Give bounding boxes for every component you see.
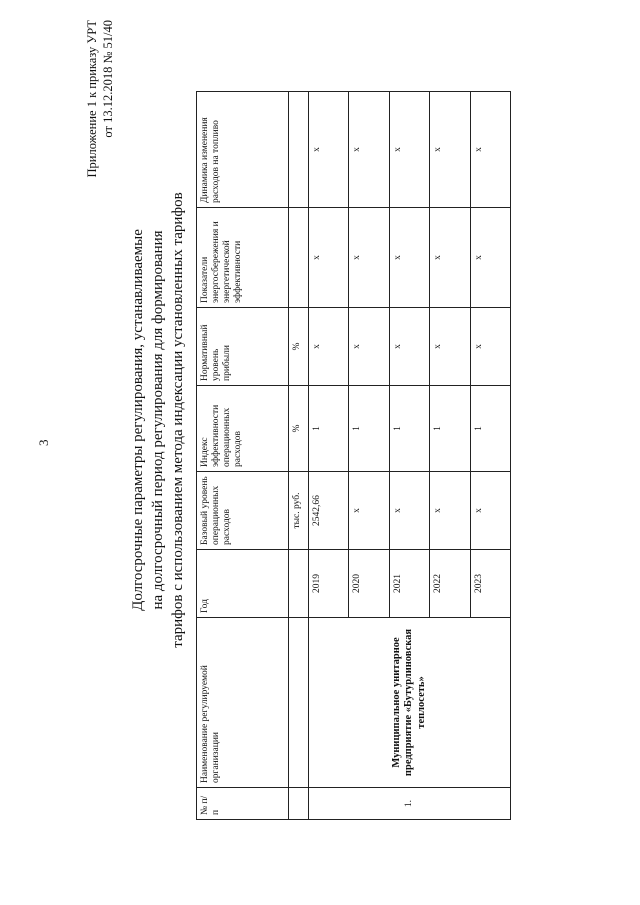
table-row <box>309 92 349 820</box>
header-fuel-dynamics: Динамика изменения расходов на топливо <box>197 92 289 208</box>
fuel-cell: х <box>349 92 389 208</box>
profit-cell: х <box>349 308 389 386</box>
fuel-cell: х <box>309 92 349 208</box>
year-cell: 2019 <box>309 550 349 618</box>
profit-cell: х <box>309 308 349 386</box>
header-profit-level: Нормативный уровень прибыли <box>197 308 289 386</box>
page-number: 3 <box>36 439 51 446</box>
fuel-cell: х <box>430 92 470 208</box>
index-cell: 1 <box>470 386 510 472</box>
energy-cell: х <box>470 208 510 308</box>
profit-cell: х <box>389 308 429 386</box>
profit-cell: х <box>430 308 470 386</box>
title-line-2: на долгосрочный период регулирования для формирования <box>150 230 166 610</box>
energy-cell: х <box>309 208 349 308</box>
units-cell-index: % <box>289 386 309 472</box>
row-number: 1. <box>309 788 511 820</box>
energy-cell: х <box>430 208 470 308</box>
index-cell: 1 <box>349 386 389 472</box>
base-cell: 2542,66 <box>309 472 349 550</box>
year-cell: 2021 <box>389 550 429 618</box>
base-cell: х <box>389 472 429 550</box>
units-cell-num <box>289 788 309 820</box>
parameters-table <box>196 91 511 820</box>
document-title <box>128 160 188 680</box>
appendix-line-2: от 13.12.2018 № 51/40 <box>101 20 115 138</box>
header-num: № п/п <box>197 788 289 820</box>
parameters-table-wrapper <box>196 92 511 820</box>
index-cell: 1 <box>309 386 349 472</box>
year-cell: 2020 <box>349 550 389 618</box>
units-cell-base: тыс. руб. <box>289 472 309 550</box>
units-cell-year <box>289 550 309 618</box>
header-year: Год <box>197 550 289 618</box>
units-cell-profit: % <box>289 308 309 386</box>
energy-cell: х <box>349 208 389 308</box>
base-cell: х <box>470 472 510 550</box>
units-cell-energy <box>289 208 309 308</box>
header-row <box>197 92 289 820</box>
year-cell: 2023 <box>470 550 510 618</box>
energy-cell: х <box>389 208 429 308</box>
header-base-level: Базовый уровень операционных расходов <box>197 472 289 550</box>
header-energy-indicators: Показатели энергосбережения и энергетической эффективности <box>197 208 289 308</box>
appendix-note <box>84 20 116 250</box>
units-cell-fuel <box>289 92 309 208</box>
index-cell: 1 <box>430 386 470 472</box>
fuel-cell: х <box>470 92 510 208</box>
base-cell: х <box>430 472 470 550</box>
profit-cell: х <box>470 308 510 386</box>
fuel-cell: х <box>389 92 429 208</box>
organization-name: Муниципальное унитарное предприятие «Бутурлиновская теплосеть» <box>309 618 511 788</box>
units-cell-organization <box>289 618 309 788</box>
year-cell: 2022 <box>430 550 470 618</box>
base-cell: х <box>349 472 389 550</box>
units-row <box>289 92 309 820</box>
appendix-line-1: Приложение 1 к приказу УРТ <box>85 20 99 178</box>
header-organization: Наименование регулируемой организации <box>197 618 289 788</box>
title-line-3: тарифов с использованием метода индексации установленных тарифов <box>170 192 186 648</box>
header-efficiency-index: Индекс эффективности операционных расходов <box>197 386 289 472</box>
index-cell: 1 <box>389 386 429 472</box>
title-line-1: Долгосрочные параметры регулирования, устанавливаемые <box>130 229 146 611</box>
